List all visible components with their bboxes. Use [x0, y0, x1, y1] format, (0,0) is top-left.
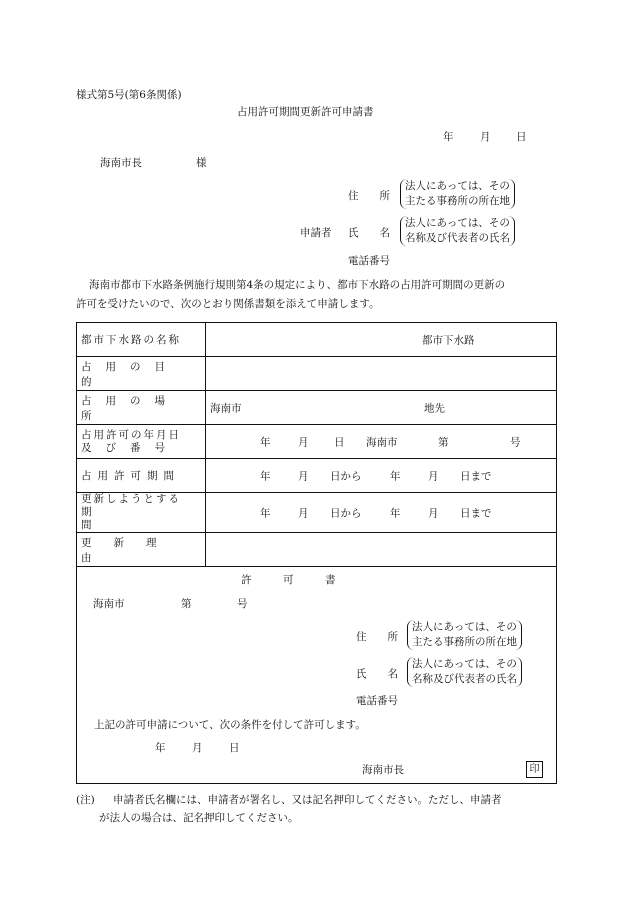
label-text: 更新しようとする [81, 493, 181, 505]
applicant-label: 申請者 [300, 227, 332, 239]
row-label [77, 459, 206, 493]
sewer-name-value: 都市下水路 [422, 334, 475, 346]
permit-address-label: 住 所 [356, 631, 398, 643]
value-part: 号 [510, 436, 521, 448]
applicant-name-note [400, 216, 515, 246]
table-row [77, 357, 557, 391]
seal-mark: 印 [526, 761, 543, 778]
applicant-phone-label: 電話番号 [348, 255, 390, 267]
value-part: 年 [260, 436, 271, 448]
note-line: 名称及び代表者の氏名 [405, 232, 510, 244]
value-part: 日から [330, 470, 362, 482]
label-text: 期間 [81, 506, 180, 531]
label-text: 及び番号 [81, 441, 179, 454]
date-month: 月 [480, 131, 491, 143]
addressee-name: 海南市長 [100, 157, 142, 169]
permit-date-day: 日 [229, 742, 240, 754]
table-row [77, 459, 557, 493]
value-part: 年 [390, 507, 401, 519]
value-part: 月 [298, 507, 309, 519]
label-text: 都市下水路の名称 [81, 334, 181, 346]
applicant-name-label: 氏 名 [348, 227, 390, 239]
permit-name-note [407, 657, 522, 687]
location-suffix: 地先 [424, 402, 445, 414]
note-line: 名称及び代表者の氏名 [412, 673, 517, 685]
value-part: 年 [390, 470, 401, 482]
label-text: 更新理由 [81, 536, 179, 564]
value-part: 海南市 [366, 436, 398, 448]
value-part: 月 [298, 436, 309, 448]
note-line: 法人にあっては、その [405, 180, 510, 192]
row-label [77, 391, 206, 425]
purpose-field[interactable] [206, 357, 557, 391]
label-text: 占用の目的 [81, 360, 179, 388]
value-part: 日まで [460, 470, 492, 482]
note-line: 法人にあっては、その [412, 621, 517, 633]
intro-line-1: 海南市都市下水路条例施行規則第4条の規定により、都市下水路の占用許可期間の更新の [89, 279, 506, 291]
document-title: 占用許可期間更新許可申請書 [237, 106, 374, 118]
addressee-honorific: 様 [196, 157, 207, 169]
intro-line-2: 許可を受けたいので、次のとおり関係書類を添えて申請します。 [76, 298, 380, 310]
value-part: 第 [438, 436, 449, 448]
value-part: 月 [428, 470, 439, 482]
renewal-period-field[interactable] [206, 493, 557, 533]
location-city: 海南市 [210, 402, 242, 414]
note-line: 主たる事務所の所在地 [412, 636, 517, 648]
table-row [77, 323, 557, 357]
note-line: 主たる事務所の所在地 [405, 195, 510, 207]
permit-address-note [407, 620, 522, 650]
form-number: 様式第5号(第6条関係) [76, 89, 182, 101]
value-part: 年 [260, 470, 271, 482]
permit-number-city: 海南市 [93, 598, 125, 610]
row-label [77, 493, 206, 533]
permit-period-field[interactable] [206, 459, 557, 493]
row-label [77, 357, 206, 391]
value-part: 日まで [460, 507, 492, 519]
permit-date-number-field[interactable] [206, 425, 557, 459]
permit-title: 許 可 書 [241, 574, 336, 586]
note-line: 法人にあっては、その [412, 658, 517, 670]
date-year: 年 [443, 131, 454, 143]
table-row [77, 425, 557, 459]
location-field[interactable] [206, 391, 557, 425]
note-line-2: が法人の場合は、記名押印してください。 [99, 812, 299, 824]
applicant-address-label: 住 所 [348, 190, 390, 202]
note-prefix: (注) [76, 794, 95, 806]
permit-number-go: 号 [237, 598, 248, 610]
permit-phone-label: 電話番号 [356, 695, 398, 707]
label-text: 占用許可期間 [81, 470, 180, 482]
permit-name-label: 氏 名 [356, 668, 398, 680]
label-text: 占用許可の年月日 [81, 428, 181, 441]
label-text: 占用の場所 [81, 394, 179, 422]
application-table [76, 322, 557, 567]
value-part: 日から [330, 507, 362, 519]
permit-statement: 上記の許可申請について、次の条件を付して許可します。 [94, 719, 366, 731]
applicant-address-note [400, 179, 515, 209]
permit-date-month: 月 [192, 742, 203, 754]
table-row [77, 391, 557, 425]
date-day: 日 [516, 131, 527, 143]
permit-number-dai: 第 [181, 598, 192, 610]
sewer-name-field[interactable] [206, 323, 557, 357]
value-part: 年 [260, 507, 271, 519]
value-part: 月 [298, 470, 309, 482]
note-line: 法人にあっては、その [405, 217, 510, 229]
permit-date-year: 年 [155, 742, 166, 754]
table-row [77, 493, 557, 533]
row-label [77, 425, 206, 459]
value-part: 日 [334, 436, 345, 448]
permit-issuer: 海南市長 [362, 764, 404, 776]
note-line-1: 申請者氏名欄には、申請者が署名し、又は記名押印してください。ただし、申請者 [113, 794, 502, 806]
value-part: 月 [428, 507, 439, 519]
permit-section [76, 562, 557, 784]
row-label [77, 323, 206, 357]
